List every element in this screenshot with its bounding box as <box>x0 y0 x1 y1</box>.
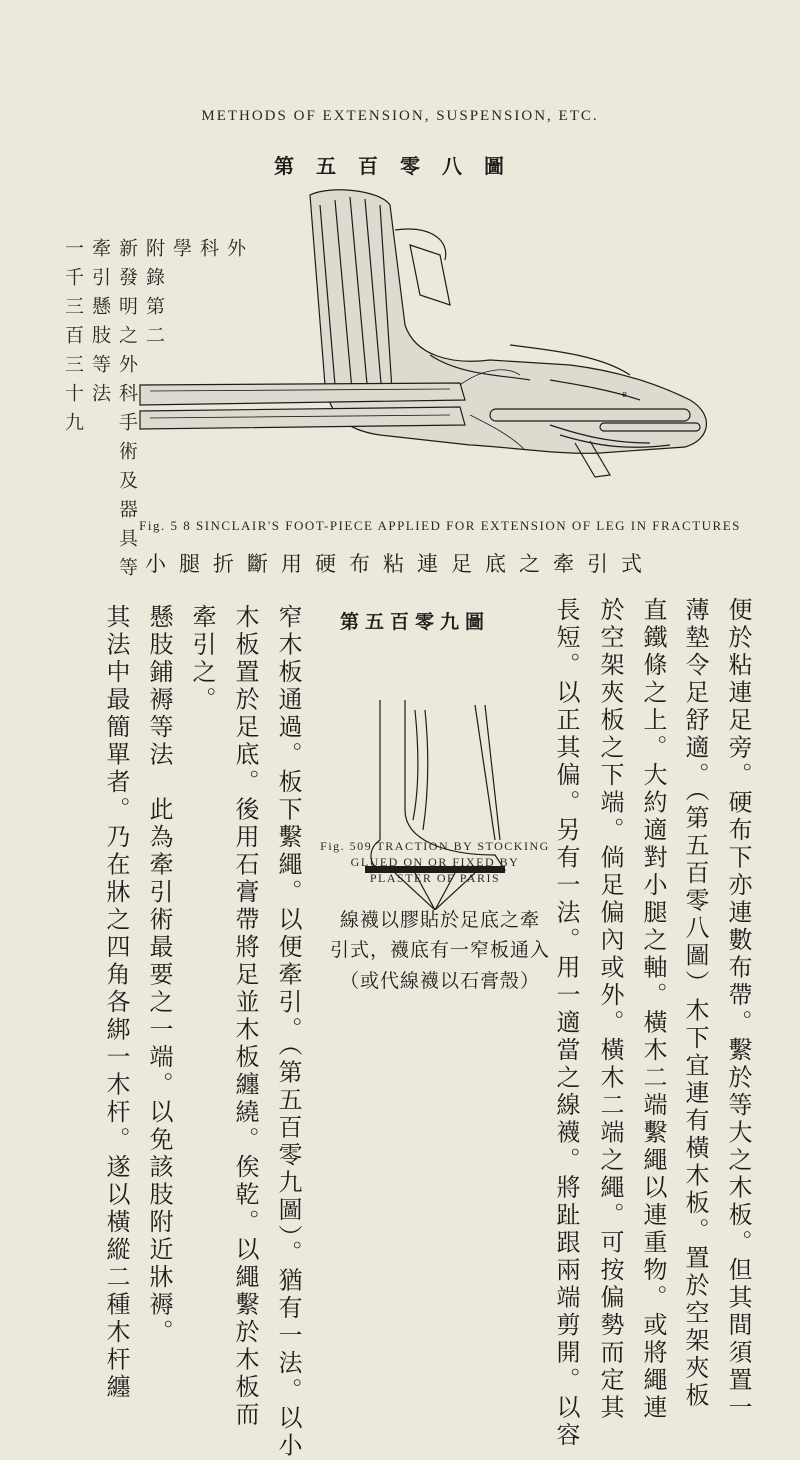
body-column: 其法中最簡單者。乃在牀之四角各綁一木杆。遂以橫縱二種木杆纏 <box>102 604 130 1402</box>
running-head: METHODS OF EXTENSION, SUSPENSION, ETC. <box>201 108 599 124</box>
caption-line: Fig. 509 TRACTION BY STOCKING <box>320 839 550 853</box>
caption-line: GLUED ON OR FIXED BY <box>350 855 520 870</box>
body-column: 長短。以正其偏。另有一法。用一適當之線襪。將趾跟兩端剪開。以容 <box>552 597 580 1450</box>
margin-text: 外 <box>224 238 246 267</box>
figure-509-caption <box>310 838 560 887</box>
body-column: 窄木板通過。板下繫繩。以便牽引。（第五百零九圖）。猶有一法。以小 <box>274 604 302 1460</box>
section-subtitle: 小腿折斷用硬布粘連足底之牽引式 <box>145 552 655 576</box>
margin-text: 新發明之外科手術及器具等 <box>116 238 138 586</box>
body-column: 便於粘連足旁。硬布下亦連數布帶。繫於等大之木板。但其間須置一 <box>724 597 752 1422</box>
figure-508-title: 第五百零八圖 <box>274 154 526 178</box>
body-column: 直鐵條之上。大約適對小腿之軸。橫木二端繫繩以連重物。或將繩連 <box>639 597 667 1422</box>
svg-text:e: e <box>622 388 627 400</box>
figure-508-caption: Fig. 5 8 SINCLAIR'S FOOT-PIECE APPLIED FOR EXTENSION OF LEG IN FRACTURES <box>139 518 741 533</box>
figure-509-title: 第五百零九圖 <box>340 611 491 633</box>
margin-text: 一千三百三十九 <box>62 238 84 441</box>
margin-text: 科 <box>197 238 219 267</box>
figure-508-illustration <box>130 185 720 505</box>
figure-509-note <box>315 905 565 996</box>
body-column: 於空架夾板之下端。倘足偏內或外。橫木二端之繩。可按偏勢而定其 <box>596 597 624 1422</box>
body-column: 懸肢鋪褥等法 此為牽引術最要之一端。以免該肢附近牀褥。 <box>145 604 173 1347</box>
body-column: 牽引之。 <box>188 604 216 714</box>
caption-line: PLASTER OF PARIS <box>369 871 501 886</box>
body-column: 木板置於足底。後用石膏帶將足並木板纏繞。俟乾。以繩繫於木板而 <box>231 604 259 1429</box>
note-line: 線襪以膠貼於足底之牽 <box>339 909 540 931</box>
margin-text: 牽引懸肢等法 <box>89 238 111 412</box>
body-column: 薄墊令足舒適。（第五百零八圖）木下宜連有橫木板。置於空架夾板 <box>681 597 709 1410</box>
margin-text: 附錄第二 <box>143 238 165 354</box>
note-line: 引式，襪底有一窄板通入 <box>329 939 550 962</box>
margin-text: 學 <box>170 238 192 267</box>
note-line: （或代線襪以石膏殼） <box>339 969 540 992</box>
